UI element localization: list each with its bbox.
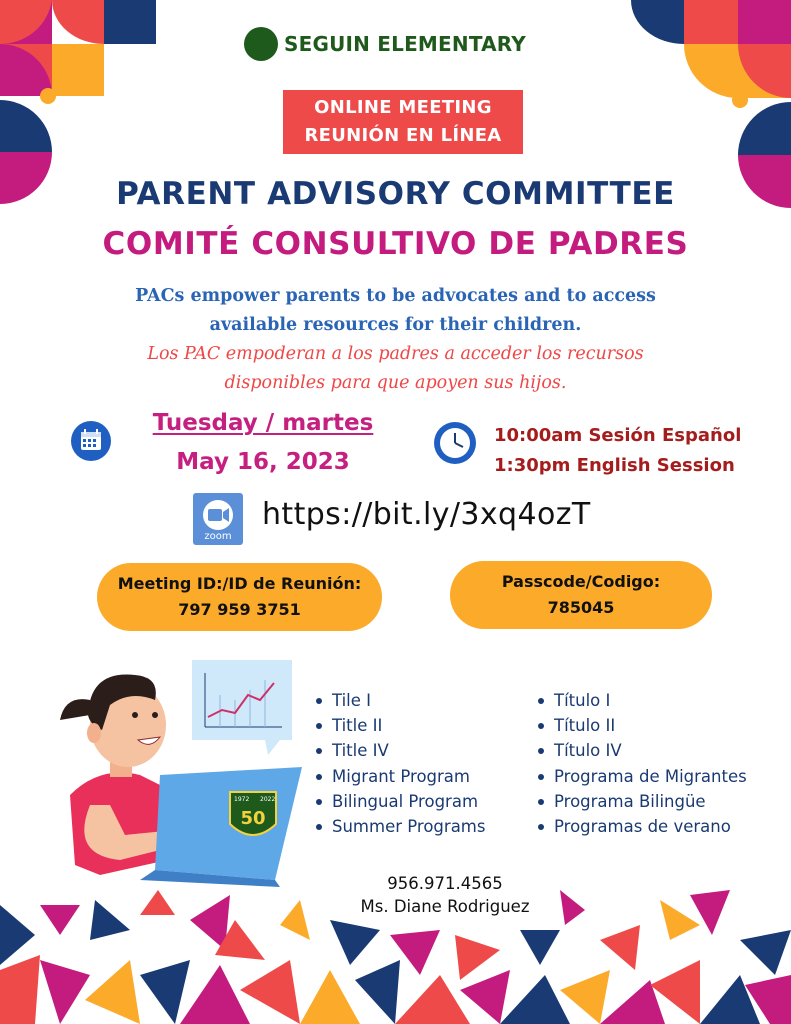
badge-line-spanish: REUNIÓN EN LÍNEA [304,125,502,146]
session-english: 1:30pm English Session [494,455,735,476]
person-laptop-illustration [30,655,305,905]
list-item: Programa Bilingüe [536,789,747,814]
list-item: Título I [536,688,747,713]
list-item: Título II [536,713,747,738]
description-spanish-line: disponibles para que apoyen sus hijos. [224,373,567,393]
contact-phone: 956.971.4565 [387,874,503,893]
list-item: Summer Programs [314,814,485,839]
programs-list-spanish [536,688,747,839]
meeting-id-value: 797 959 3751 [178,600,301,619]
list-item: Programa de Migrantes [536,764,747,789]
passcode-label: Passcode/Codigo: [501,572,661,591]
contact-name: Ms. Diane Rodriguez [360,897,530,916]
school-name: SEGUIN ELEMENTARY [284,32,526,56]
school-header [244,27,526,61]
list-item: Title II [314,713,485,738]
session-times [494,421,741,481]
school-50th-anniversary-emblem [226,786,280,846]
zoom-link[interactable]: https://bit.ly/3xq4ozT [262,497,591,532]
list-item: Bilingual Program [314,789,485,814]
zoom-icon-label: zoom [204,531,232,542]
title-spanish: COMITÉ CONSULTIVO DE PADRES [102,226,689,262]
description-english [0,282,791,340]
emblem-year-end: 2022 [260,796,276,803]
session-spanish: 10:00am Sesión Español [494,425,742,446]
calendar-icon [71,421,111,461]
description-spanish-line: Los PAC empoderan a los padres a acceder los recursos [147,344,644,364]
description-english-line: available resources for their children. [209,315,582,335]
clock-icon [433,421,477,465]
list-item: Tile I [314,688,485,713]
passcode-pill [450,561,712,629]
description-english-line: PACs empower parents to be advocates and to access [135,286,656,306]
meeting-id-pill [97,563,382,631]
badge-line-english: ONLINE MEETING [314,97,492,118]
online-meeting-badge [283,90,523,154]
zoom-icon [193,493,243,545]
meeting-day: Tuesday / martes [152,410,374,436]
title-english: PARENT ADVISORY COMMITTEE [116,176,675,212]
list-item: Programas de verano [536,814,747,839]
emblem-number: 50 [240,808,266,829]
programs-list-english [314,688,485,839]
passcode-value: 785045 [547,598,615,617]
list-item: Title IV [314,738,485,763]
meeting-date: May 16, 2023 [176,449,350,475]
list-item: Migrant Program [314,764,485,789]
list-item: Título IV [536,738,747,763]
description-spanish [0,340,791,398]
emblem-year-start: 1972 [234,796,250,803]
meeting-id-label: Meeting ID:/ID de Reunión: [117,574,362,593]
school-logo-circle-icon [244,27,278,61]
contact-info [300,872,590,918]
